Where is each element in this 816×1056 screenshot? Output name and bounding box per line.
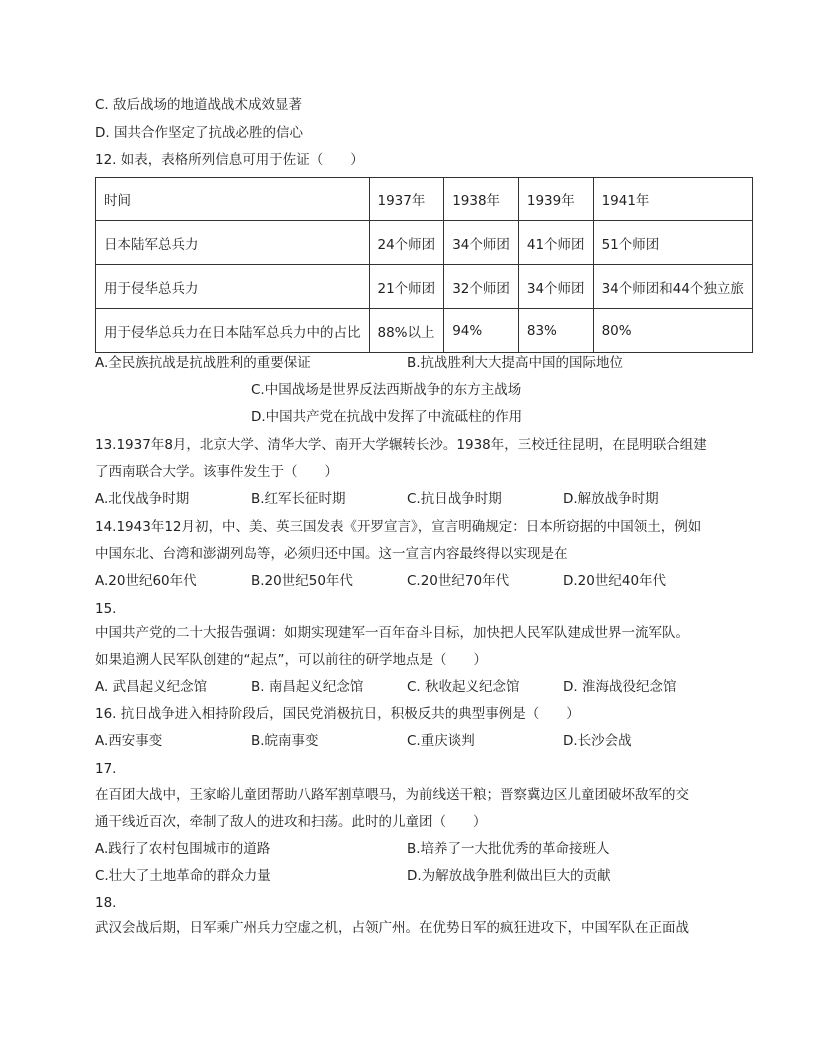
question-17-line1: 在百团大战中，王家峪儿童团帮助八路军割草喂马，为前线送干粮；晋察冀边区儿童团破坏敌军的交 — [95, 787, 689, 803]
table-cell: 41个师团 — [518, 221, 593, 265]
table-cell: 21个师团 — [369, 265, 444, 309]
question-15-line1: 中国共产党的二十大报告强调：如期实现建军一百年奋斗目标，加快把人民军队建成世界一流军队。 — [95, 625, 689, 641]
table-header-cell: 1937年 — [369, 178, 444, 221]
q12-option-c: C.中国战场是世界反法西斯战争的东方主战场 — [251, 382, 522, 398]
table-cell: 94% — [444, 309, 519, 353]
table-header-cell: 1941年 — [593, 178, 752, 221]
q13-option-b: B.红军长征时期 — [251, 491, 346, 507]
q14-option-d: D.20世纪40年代 — [563, 573, 667, 589]
q15-option-c: C. 秋收起义纪念馆 — [407, 679, 520, 695]
table-cell: 用于侵华总兵力 — [96, 265, 370, 309]
q17-option-d: D.为解放战争胜利做出巨大的贡献 — [407, 868, 611, 884]
option-d-q11: D. 国共合作坚定了抗战必胜的信心 — [95, 125, 303, 141]
question-17-line2: 通干线近百次，牵制了敌人的进攻和扫荡。此时的儿童团（ ） — [95, 814, 487, 830]
question-13-line1: 13.1937年8月，北京大学、清华大学、南开大学辗转长沙。1938年，三校迁往昆明，在昆明联合组建 — [95, 437, 707, 453]
question-12: 12. 如表，表格所列信息可用于佐证（ ） — [95, 152, 364, 168]
table-header-cell: 1939年 — [518, 178, 593, 221]
table-cell: 用于侵华总兵力在日本陆军总兵力中的占比 — [96, 309, 370, 353]
q14-option-c: C.20世纪70年代 — [407, 573, 510, 589]
table-cell: 88%以上 — [369, 309, 444, 353]
q16-option-b: B.皖南事变 — [251, 733, 319, 749]
question-17-number: 17. — [95, 761, 117, 777]
table-header-cell: 时间 — [96, 178, 370, 221]
q17-option-a: A.践行了农村包围城市的道路 — [95, 841, 271, 857]
q17-option-b: B.培养了一大批优秀的革命接班人 — [407, 841, 610, 857]
table-row — [96, 265, 753, 309]
question-18-number: 18. — [95, 895, 117, 911]
table-cell: 83% — [518, 309, 593, 353]
q13-option-d: D.解放战争时期 — [563, 491, 659, 507]
question-14-line2: 中国东北、台湾和澎湖列岛等，必须归还中国。这一宣言内容最终得以实现是在 — [95, 546, 568, 562]
table-header-cell: 1938年 — [444, 178, 519, 221]
table-row — [96, 221, 753, 265]
troop-table — [95, 177, 753, 353]
q16-option-c: C.重庆谈判 — [407, 733, 475, 749]
table-cell: 80% — [593, 309, 752, 353]
q15-option-b: B. 南昌起义纪念馆 — [251, 679, 364, 695]
table-cell: 日本陆军总兵力 — [96, 221, 370, 265]
question-15-number: 15. — [95, 601, 117, 617]
q13-option-c: C.抗日战争时期 — [407, 491, 502, 507]
question-14-line1: 14.1943年12月初，中、美、英三国发表《开罗宣言》，宣言明确规定：日本所窃据的中国领土，例如 — [95, 519, 702, 535]
question-18-line1: 武汉会战后期，日军乘广州兵力空虚之机，占领广州。在优势日军的疯狂进攻下，中国军队在正面战 — [95, 920, 689, 936]
table-cell: 34个师团和44个独立旅 — [593, 265, 752, 309]
table-cell: 51个师团 — [593, 221, 752, 265]
q12-option-a: A.全民族抗战是抗战胜利的重要保证 — [95, 355, 311, 371]
q16-option-d: D.长沙会战 — [563, 733, 632, 749]
table-cell: 24个师团 — [369, 221, 444, 265]
q12-option-d: D.中国共产党在抗战中发挥了中流砥柱的作用 — [251, 409, 523, 425]
question-15-line2: 如果追溯人民军队创建的“起点”，可以前往的研学地点是（ ） — [95, 652, 487, 668]
q12-option-b: B.抗战胜利大大提高中国的国际地位 — [407, 355, 624, 371]
option-c-q11: C. 敌后战场的地道战战术成效显著 — [95, 97, 303, 113]
q16-option-a: A.西安事变 — [95, 733, 163, 749]
q13-option-a: A.北伐战争时期 — [95, 491, 190, 507]
q14-option-a: A.20世纪60年代 — [95, 573, 197, 589]
table-header-row — [96, 178, 753, 221]
q17-option-c: C.壮大了土地革命的群众力量 — [95, 868, 271, 884]
table-row — [96, 309, 753, 353]
q15-option-d: D. 淮海战役纪念馆 — [563, 679, 677, 695]
table-cell: 34个师团 — [518, 265, 593, 309]
table-cell: 34个师团 — [444, 221, 519, 265]
table-cell: 32个师团 — [444, 265, 519, 309]
question-16: 16. 抗日战争进入相持阶段后，国民党消极抗日，积极反共的典型事例是（ ） — [95, 706, 580, 722]
q15-option-a: A. 武昌起义纪念馆 — [95, 679, 208, 695]
question-13-line2: 了西南联合大学。该事件发生于（ ） — [95, 464, 338, 480]
q14-option-b: B.20世纪50年代 — [251, 573, 353, 589]
